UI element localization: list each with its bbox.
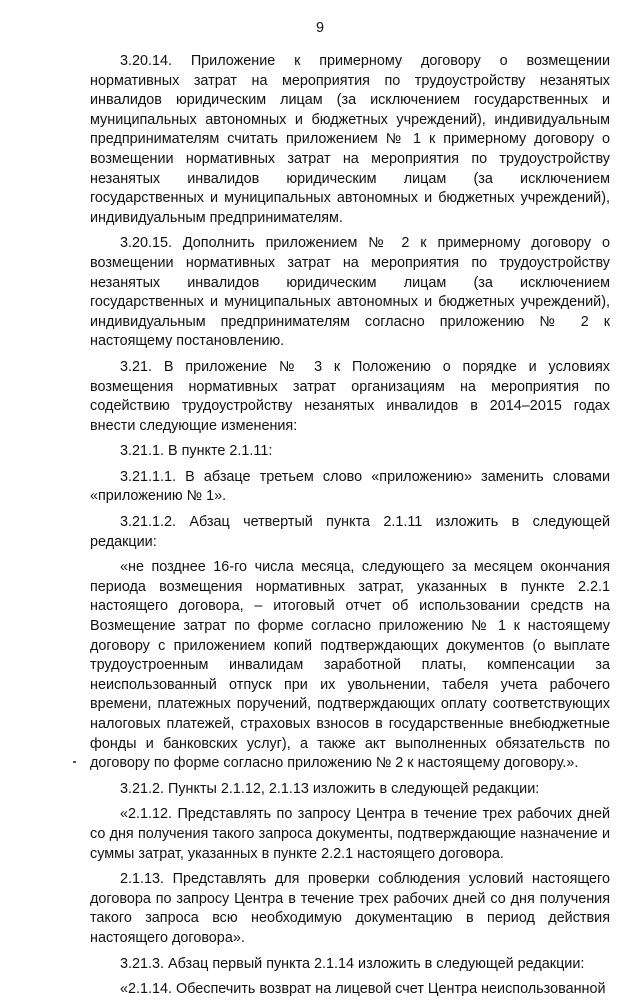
document-body bbox=[90, 52, 610, 1006]
paragraph-3-21-1-2: 3.21.1.2. Абзац четвертый пункта 2.1.11 изложить в следующей редакции: bbox=[90, 514, 610, 550]
paragraph-3-21-3: 3.21.3. Абзац первый пункта 2.1.14 изложить в следующей редакции: bbox=[120, 955, 585, 972]
paragraph-3-21-1-1: 3.21.1.1. В абзаце третьем слово «приложению» заменить словами «приложению № 1». bbox=[90, 468, 610, 505]
paragraph-3-20-14: 3.20.14. Приложение к примерному договору о возмещении нормативных затрат на мероприятия по трудоустройству незанятых инвалидов юридическим лицам (за исключением государственных и муниципальных автономных и бюджетных учреждений), индивидуальным предпринимателям считать приложением № 1 к примерному договору о возмещении нормативных затрат на мероприятия по трудоустройству незанятых инвалидов юридическим лицам (за исключением государственных и муниципальных автономных и бюджетных учреждений), индивидуальным предпринимателям. bbox=[90, 53, 610, 226]
paragraph-2-1-14: «2.1.14. Обеспечить возврат на лицевой счет Центра неиспользованной bbox=[120, 981, 606, 998]
paragraph-2-1-13: 2.1.13. Представлять для проверки соблюдения условий настоящего договора по запросу Центра в течение трех рабочих дней со дня получения такого запроса всю необходимую документацию в период действия настоящего договора». bbox=[90, 871, 610, 946]
paragraph-2-1-12: «2.1.12. Представлять по запросу Центра в течение трех рабочих дней со дня получения такого запроса документы, подтверждающие назначение и суммы затрат, указанных в пункте 2.2.1 настоящего договора. bbox=[90, 806, 610, 862]
paragraph-3-21-1: 3.21.1. В пункте 2.1.11: bbox=[120, 443, 273, 460]
paragraph-3-21: 3.21. В приложение № 3 к Положению о порядке и условиях возмещения нормативных затрат организациям на мероприятия по содействию трудоустройству незанятых инвалидов в 2014–2015 годах внести следующие изменения: bbox=[90, 358, 610, 434]
paragraph-3-21-2: 3.21.2. Пункты 2.1.12, 2.1.13 изложить в следующей редакции: bbox=[120, 780, 540, 797]
paragraph-3-20-15: 3.20.15. Дополнить приложением № 2 к примерному договору о возмещении нормативных затрат на мероприятия по трудоустройству незанятых инвалидов юридическим лицам (за исключением государственных и муниципальных автономных и бюджетных учреждений), индивидуальным предпринимателям согласно приложению № 2 к настоящему постановлению. bbox=[90, 235, 610, 350]
page-number: 9 bbox=[315, 20, 324, 36]
margin-mark bbox=[73, 761, 76, 763]
paragraph-quoted-report: «не позднее 16-го числа месяца, следующего за месяцем окончания периода возмещения нормативных затрат, указанных в пункте 2.2.1 настоящего договора, – итоговый отчет об использовании средств на Возмещение затрат по форме согласно приложению № 1 к настоящему договору с приложением копий подтверждающих документов (о выплате трудоустроенным инвалидам заработной платы, компенсации за неиспользованный отпуск при их увольнении, табеля учета рабочего времени, платежных поручений, подтверждающих оплату соответствующих налоговых платежей, страховых взносов в государственные внебюджетные фонды и банковских услуг), а также акт выполненных обязательств по договору по форме согласно приложению № 2 к настоящему договору.». bbox=[90, 559, 610, 772]
